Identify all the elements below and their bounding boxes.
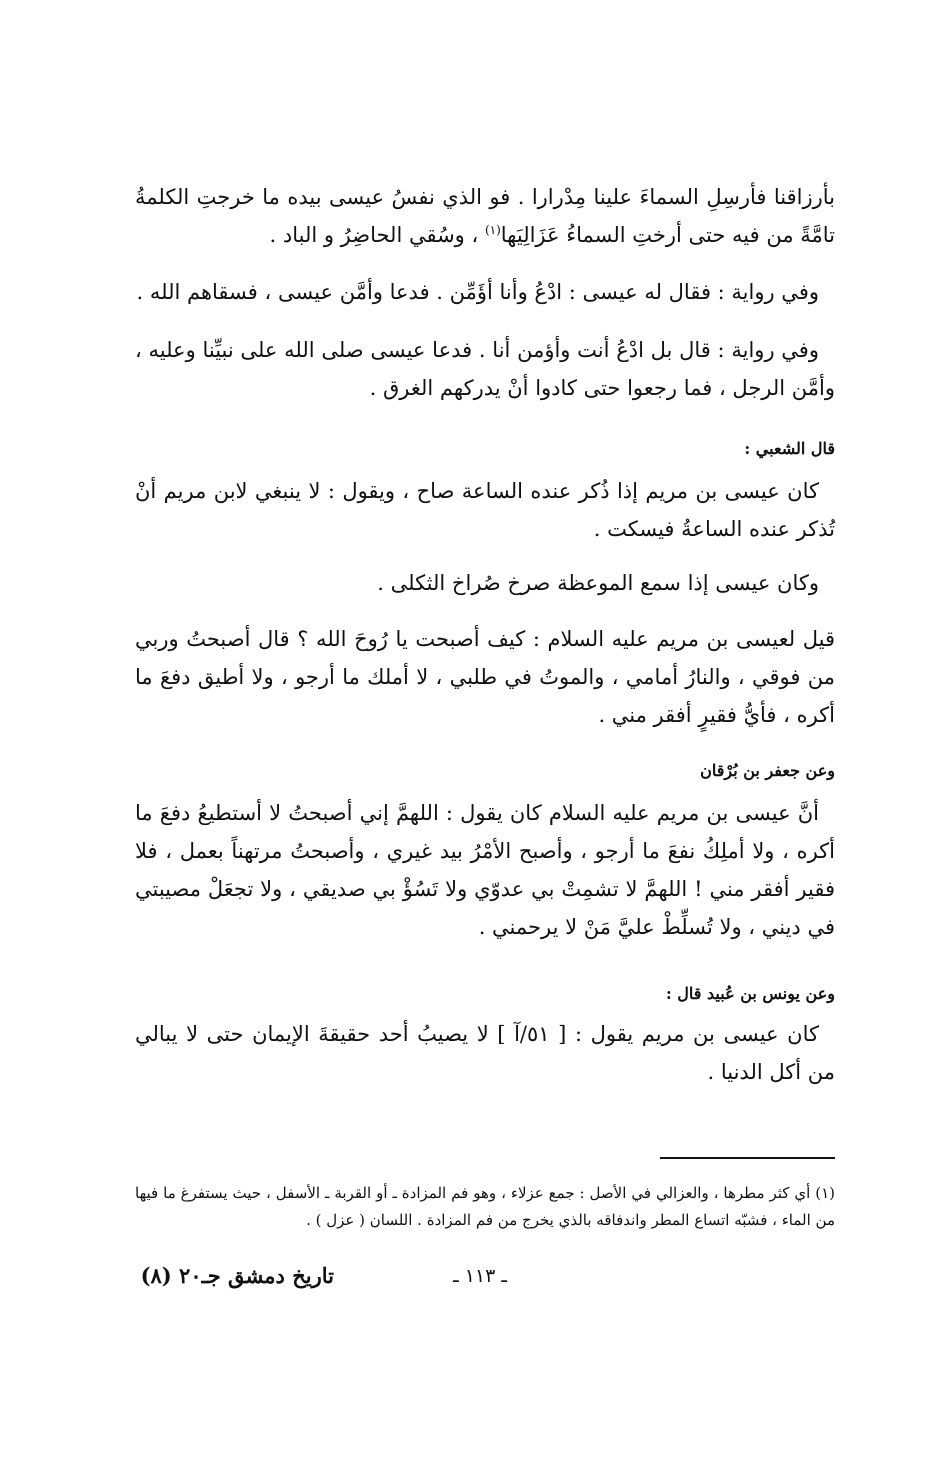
- section-heading-yunus: وعن يونس بن عُبيد قال :: [665, 984, 835, 1003]
- paragraph-7: أنَّ عيسى بن مريم عليه السلام كان يقول : اللهمَّ إني أصبحتُ لا أستطيعُ دفعَ ما أكره ، ولا أملِكُ نفعَ ما أرجو ، وأصبح الأمْرُ بيد غيري ، وأصبحتُ مرتهناً بعمل ، فلا فقير أفقر مني ! اللهمَّ لا تشمِتْ بي عدوّي ولا تَسُؤْ بي صديقي ، ولا تجعَلْ مصيبتي في ديني ، ولا تُسلِّطْ عليَّ مَنْ لا يرحمني .: [135, 801, 835, 939]
- main-text-4: [135, 472, 835, 548]
- footnote-divider: [660, 1157, 835, 1159]
- paragraph-4: كان عيسى بن مريم إذا ذُكر عنده الساعة صاح ، ويقول : لا ينبغي لابن مريم أنْ تُذكر عنده الساعةُ فيسكت .: [135, 479, 835, 541]
- section-heading-jafar: وعن جعفر بن بُرْقان: [700, 761, 835, 780]
- footnote-text: (١) أي كثر مطرها ، والعزالي في الأصل : جمع عزلاء ، وهو فم المزادة ـ أو القربة ـ الأسفل ، حيث يستفرغ ما فيها من الماء ، فشبّه اتساع المطر واندفاقه بالذي يخرج من فم المزادة . اللسان ( عزل ) .: [135, 1184, 835, 1229]
- main-text-6: [135, 620, 835, 734]
- main-text-2: [135, 273, 835, 311]
- main-text-8: [135, 1015, 835, 1091]
- paragraph-1-end: ، وسُقي الحاضِرُ و الباد .: [269, 223, 485, 247]
- main-text-5: [135, 564, 835, 602]
- heading-block-3: [135, 981, 835, 1007]
- heading-block-1: [135, 436, 835, 462]
- paragraph-2: وفي رواية : فقال له عيسى : ادْعُ وأنا أؤَمِّن . فدعا وأمَّن عيسى ، فسقاهم الله .: [136, 280, 819, 304]
- paragraph-3: وفي رواية : قال بل ادْعُ أنت وأؤمن أنا . فدعا عيسى صلى الله على نبيِّنا وعليه ، وأمَّن الرجل ، فما رجعوا حتى كادوا أنْ يدركهم الغرق .: [135, 338, 835, 400]
- main-text-7: [135, 794, 835, 946]
- footnote-reference: (١): [484, 223, 501, 237]
- section-heading-shabi: قال الشعبي :: [744, 439, 835, 458]
- paragraph-1-text: بأرزاقنا فأرسِلِ السماءَ علينا مِدْرارا . فو الذي نفسُ عيسى بيده ما خرجتِ الكلمةُ تامَّةً من فيه حتى أرختِ السماءُ عَزَالِيَها: [135, 185, 835, 247]
- page-number: ـ ١١٣ ـ: [453, 1265, 507, 1287]
- paragraph-8: كان عيسى بن مريم يقول : [ ٥١/آ ] لا يصيبُ أحد حقيقةَ الإيمان حتى لا يبالي من أكل الدنيا .: [135, 1022, 835, 1084]
- paragraph-6: قيل لعيسى بن مريم عليه السلام : كيف أصبحت يا رُوحَ الله ؟ قال أصبحتُ وربي من فوقي ، والنارُ أمامي ، والموتُ في طلبي ، لا أملك ما أرجو ، ولا أطيق دفعَ ما أكره ، فأيُّ فقيرٍ أفقر مني .: [135, 627, 835, 727]
- main-text-3: [135, 331, 835, 407]
- paragraph-5: وكان عيسى إذا سمع الموعظة صرخ صُراخ الثكلى .: [377, 571, 819, 595]
- main-text: [135, 178, 835, 254]
- running-footer-title: تاريخ دمشق جـ٢٠ (٨): [140, 1263, 334, 1288]
- heading-block-2: [135, 758, 835, 784]
- paragraph-1: [135, 178, 835, 254]
